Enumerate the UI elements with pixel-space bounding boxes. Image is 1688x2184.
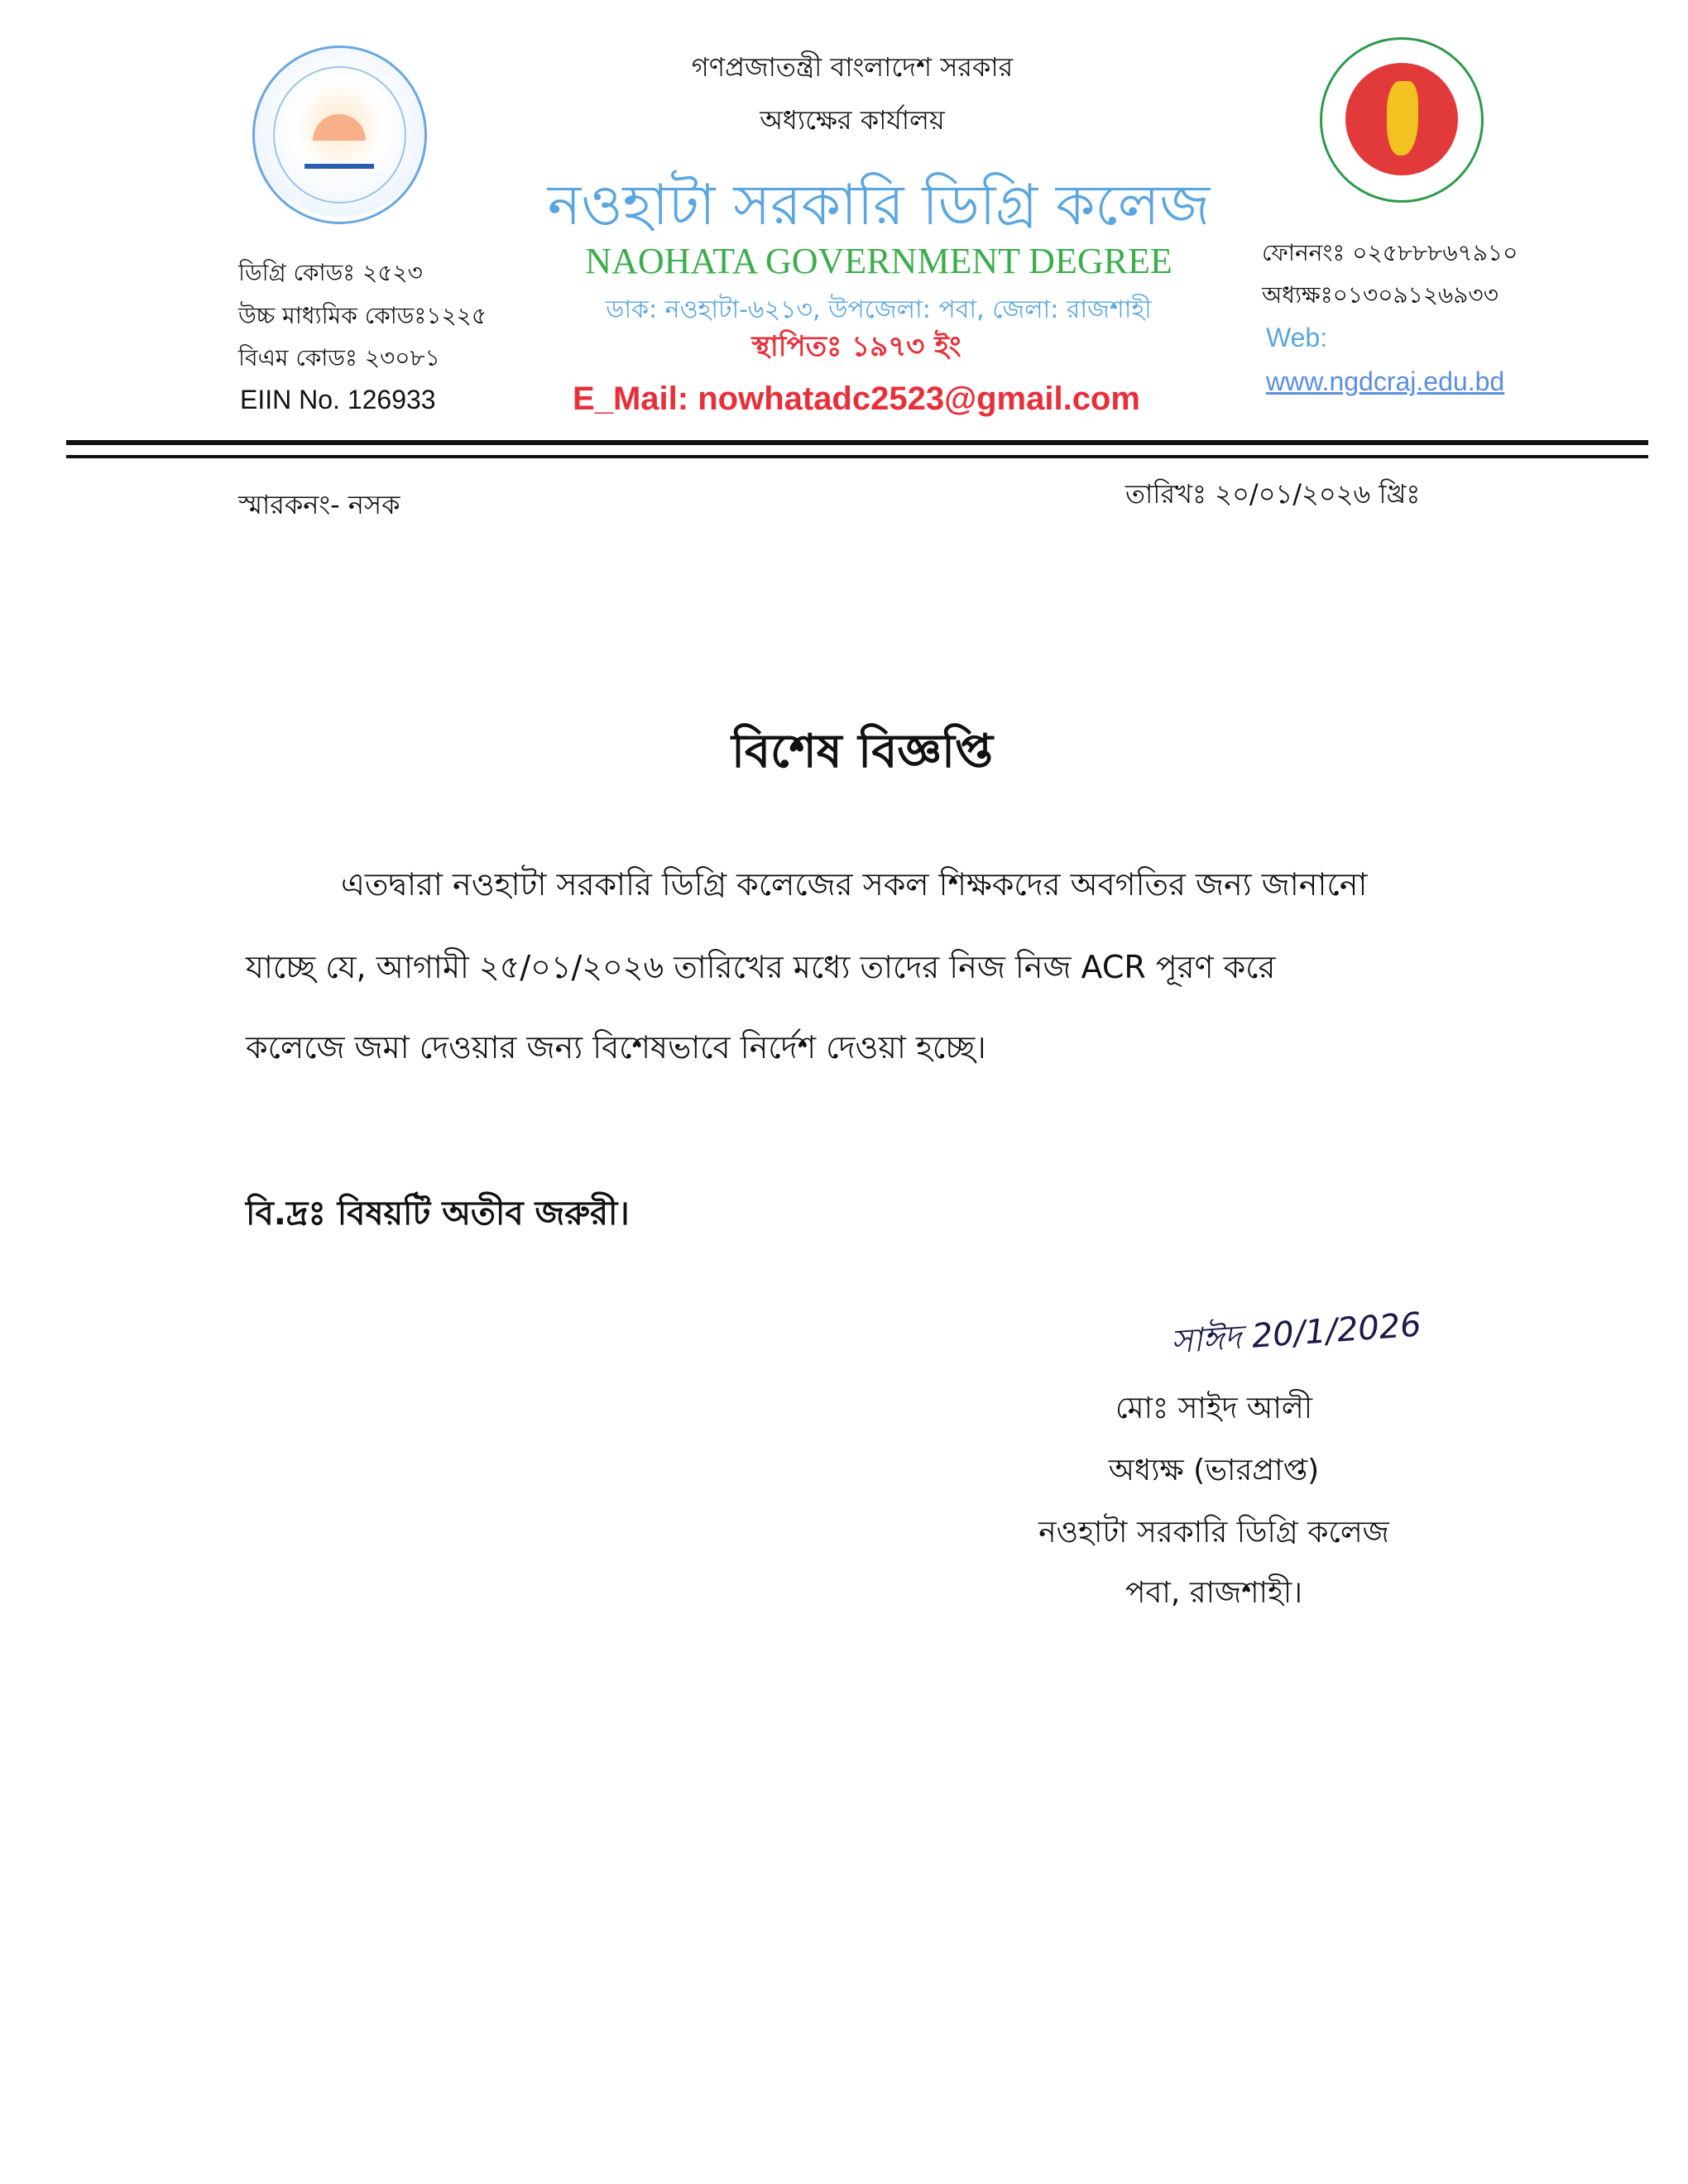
- office-heading: অধ্যক্ষের কার্যালয়: [760, 104, 945, 136]
- bm-code: বিএম কোডঃ ২৩০৮১: [238, 344, 440, 371]
- degree-code: ডিগ্রি কোডঃ ২৫২৩: [238, 259, 423, 286]
- header-divider: [66, 440, 1648, 445]
- header-divider-thin: [66, 455, 1648, 458]
- notice-title: বিশেষ বিজ্ঞপ্তি: [731, 725, 994, 778]
- web-label: Web:: [1266, 323, 1328, 352]
- government-seal: [1320, 37, 1484, 203]
- notice-date: তারিখঃ ২০/০১/২০২৬ খ্রিঃ: [1125, 478, 1421, 510]
- note: বি.দ্রঃ বিষয়টি অতীব জরুরী।: [246, 1195, 630, 1233]
- memo-number: স্মারকনং- নসক: [238, 489, 400, 520]
- website-link[interactable]: www.ngdcraj.edu.bd: [1266, 366, 1505, 396]
- college-email[interactable]: E_Mail: nowhatadc2523@gmail.com: [573, 381, 1140, 417]
- handwritten-signature: সাঈদ 20/1/2026: [1169, 1305, 1423, 1362]
- body-line-2: যাচ্ছে যে, আগামী ২৫/০১/২০২৬ তারিখের মধ্যে তাদের নিজ নিজ ACR পূরণ করে: [246, 949, 1276, 985]
- principal-phone: অধ্যক্ষঃ০১৩০৯১২৬৯৩৩: [1262, 281, 1499, 309]
- signatory-name: মোঃ সাইদ আলী: [1115, 1391, 1313, 1425]
- body-line-1: এতদ্বারা নওহাটা সরকারি ডিগ্রি কলেজের সকল শিক্ষকদের অবগতির জন্য জানানো: [341, 866, 1368, 903]
- body-line-3: কলেজে জমা দেওয়ার জন্য বিশেষভাবে নির্দেশ দেওয়া হচ্ছে।: [246, 1029, 986, 1066]
- college-name-en: NAOHATA GOVERNMENT DEGREE: [585, 241, 1172, 281]
- college-logo: [252, 46, 427, 224]
- signatory-location: পবা, রাজশাহী।: [1125, 1576, 1303, 1610]
- signatory-designation: অধ্যক্ষ (ভারপ্রাপ্ত): [1108, 1454, 1320, 1487]
- phone-number: ফোননংঃ ০২৫৮৮৮৬৭৯১০: [1262, 239, 1518, 266]
- govt-heading: গণপ্রজাতন্ত্রী বাংলাদেশ সরকার: [691, 51, 1014, 83]
- eiin-number: EIIN No. 126933: [240, 385, 436, 414]
- college-address: ডাক: নওহাটা-৬২১৩, উপজেলা: পবা, জেলা: রাজশাহী: [606, 295, 1152, 324]
- college-name-bn: নওহাটা সরকারি ডিগ্রি কলেজ: [547, 173, 1211, 238]
- established-year: স্থাপিতঃ ১৯৭৩ ইং: [751, 330, 961, 363]
- signatory-institution: নওহাটা সরকারি ডিগ্রি কলেজ: [1038, 1516, 1389, 1549]
- hsc-code: উচ্চ মাধ্যমিক কোডঃ১২২৫: [238, 302, 487, 329]
